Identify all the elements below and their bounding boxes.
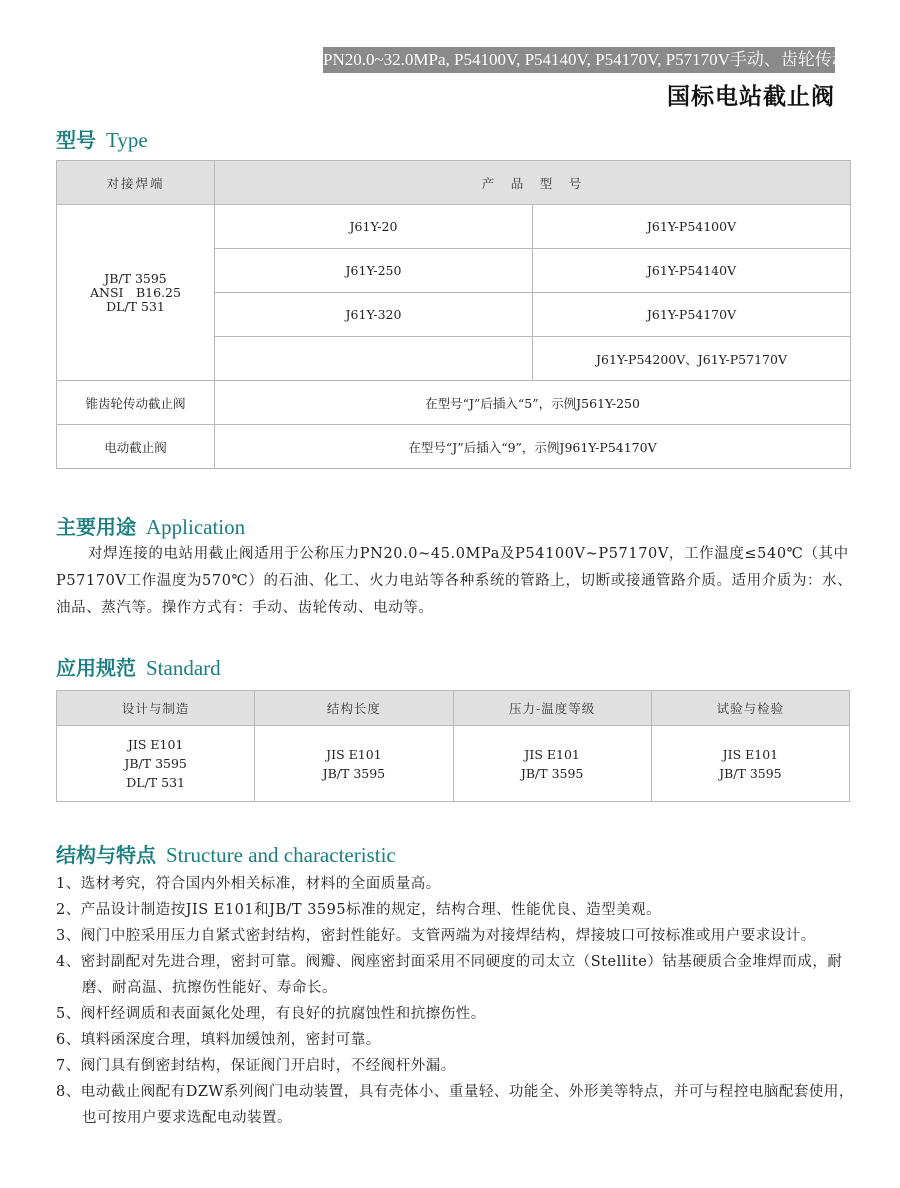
list-item: 1、选材考究，符合国内外相关标准，材料的全面质量高。 bbox=[56, 876, 441, 892]
type-model-cell: J61Y-P54100V bbox=[533, 205, 851, 249]
standard-line: DL/T 531 bbox=[126, 775, 185, 790]
standard-line: JB/T 3595 bbox=[520, 765, 584, 781]
type-model-cell: J61Y-320 bbox=[215, 293, 533, 337]
standard-cell bbox=[651, 726, 849, 802]
list-item: 5、阀杆经调质和表面氮化处理，有良好的抗腐蚀性和抗擦伤性。 bbox=[56, 1006, 486, 1022]
bevel-label-cell: 锥齿轮传动截止阀 bbox=[57, 381, 215, 425]
page-title: 国标电站截止阀 bbox=[667, 84, 835, 110]
type-model-cell: J61Y-P54170V bbox=[533, 293, 851, 337]
standard-line: ANSI B16.25 bbox=[90, 284, 181, 300]
standard-line: JB/T 3595 bbox=[322, 765, 386, 781]
standard-line: JB/T 3595 bbox=[104, 270, 167, 286]
standard-header-cell: 设计与制造 bbox=[57, 691, 255, 726]
list-item: 6、填料函深度合理，填料加缓蚀剂，密封可靠。 bbox=[56, 1032, 381, 1048]
standard-line: DL/T 531 bbox=[106, 298, 165, 314]
standard-table-header bbox=[57, 691, 850, 726]
standard-cell bbox=[57, 726, 255, 802]
list-item: 4、密封副配对先进合理，密封可靠。阀瓣、阀座密封面采用不同硬度的司太立（Stellite）钴基硬质合金堆焊而成，耐磨、耐高温、抗擦伤性能好、寿命长。 bbox=[56, 954, 843, 996]
type-title-en: Type bbox=[106, 128, 148, 152]
header-spec-bar bbox=[323, 47, 900, 73]
application-title-zh: 主要用途 bbox=[56, 515, 136, 539]
structure-title-en: Structure and characteristic bbox=[166, 843, 396, 867]
standard-section-title bbox=[56, 652, 221, 681]
header-spec-text: PN20.0~32.0MPa, P54100V, P54140V, P54170V, P57170V手动、齿轮传动、电动 bbox=[323, 50, 900, 69]
type-model-cell: J61Y-250 bbox=[215, 249, 533, 293]
standard-table bbox=[56, 690, 850, 802]
standard-line: JIS E101 bbox=[722, 746, 779, 762]
structure-title-zh: 结构与特点 bbox=[56, 843, 156, 867]
list-item: 3、阀门中腔采用压力自紧式密封结构，密封性能好。支管两端为对接焊结构，焊接坡口可按标准或用户要求设计。 bbox=[56, 928, 816, 944]
table-row bbox=[57, 205, 851, 249]
standard-line: JIS E101 bbox=[524, 746, 580, 762]
standard-title-en: Standard bbox=[146, 656, 221, 680]
standard-header-cell: 结构长度 bbox=[255, 691, 453, 726]
list-item: 7、阀门具有倒密封结构，保证阀门开启时，不经阀杆外漏。 bbox=[56, 1058, 456, 1074]
list-item: 2、产品设计制造按JIS E101和JB/T 3595标准的规定，结构合理、性能优良、造型美观。 bbox=[56, 902, 662, 918]
type-table-header bbox=[57, 161, 851, 205]
type-standards-cell bbox=[57, 205, 215, 381]
list-item: 8、电动截止阀配有DZW系列阀门电动装置，具有壳体小、重量轻、功能全、外形美等特点，并可与程控电脑配套使用，也可按用户要求选配电动装置。 bbox=[56, 1084, 854, 1126]
application-section-title bbox=[56, 511, 245, 540]
type-title-zh: 型号 bbox=[56, 128, 96, 152]
standard-line: JIS E101 bbox=[326, 746, 382, 762]
table-row bbox=[57, 726, 850, 802]
type-header-right: 产 品 型 号 bbox=[215, 161, 851, 205]
type-table bbox=[56, 160, 851, 469]
bevel-value-cell: 在型号“J”后插入“5”，示例J561Y-250 bbox=[215, 381, 851, 425]
standard-header-cell: 试验与检验 bbox=[651, 691, 849, 726]
standard-line: JB/T 3595 bbox=[719, 765, 782, 781]
application-title-en: Application bbox=[146, 515, 246, 539]
table-row bbox=[57, 381, 851, 425]
application-text: 对焊连接的电站用截止阀适用于公称压力PN20.0~45.0MPa及P54100V~P57170V，工作温度≤540℃（其中P57170V工作温度为570℃）的石油、化工、火力电站等各种系统的管路上，切断或接通管路介质。适用介质为：水、油品、蒸汽等。操作方式有：手动、齿轮传动、电动等。 bbox=[56, 546, 853, 616]
standard-line: JB/T 3595 bbox=[124, 756, 187, 771]
type-header-left: 对接焊端 bbox=[57, 161, 215, 205]
type-section-title bbox=[56, 124, 148, 153]
table-row bbox=[57, 425, 851, 469]
standard-cell bbox=[255, 726, 453, 802]
standard-line: JIS E101 bbox=[127, 737, 184, 752]
standard-title-zh: 应用规范 bbox=[56, 656, 136, 680]
standard-cell bbox=[453, 726, 651, 802]
electric-value-cell: 在型号“J”后插入“9”，示例J961Y-P54170V bbox=[215, 425, 851, 469]
type-model-cell: J61Y-20 bbox=[215, 205, 533, 249]
structure-list bbox=[56, 871, 866, 1131]
type-model-cell bbox=[215, 337, 533, 381]
structure-section-title bbox=[56, 839, 396, 868]
type-model-cell: J61Y-P54200V、J61Y-P57170V bbox=[533, 337, 851, 381]
standard-header-cell: 压力-温度等级 bbox=[453, 691, 651, 726]
electric-label-cell: 电动截止阀 bbox=[57, 425, 215, 469]
type-model-cell: J61Y-P54140V bbox=[533, 249, 851, 293]
